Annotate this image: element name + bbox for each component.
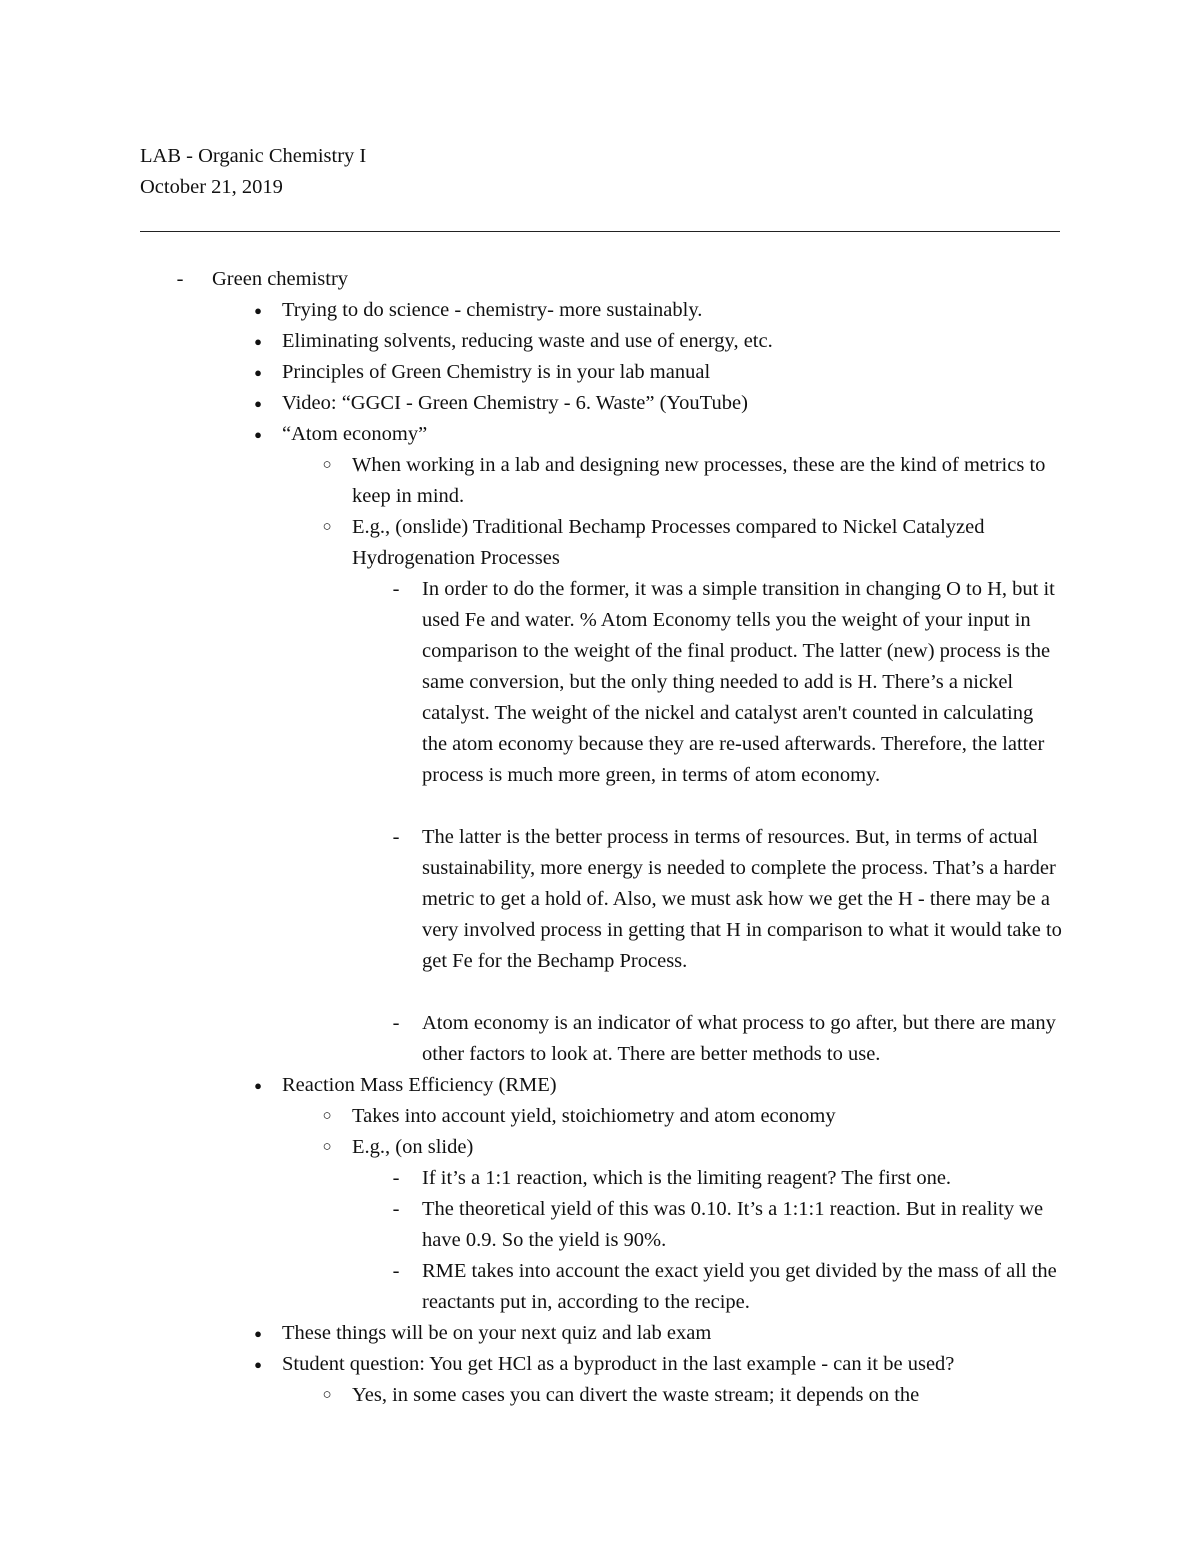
list-item-text: Takes into account yield, stoichiometry and atom economy [352, 1105, 836, 1127]
circle-bullet-icon: ○ [322, 519, 332, 535]
list-item-text: Student question: You get HCl as a byproduct in the last example - can it be used? [282, 1353, 955, 1375]
list-item [392, 574, 1062, 791]
list-item [392, 1163, 1062, 1194]
list-item-text: Reaction Mass Efficiency (RME) [282, 1074, 557, 1096]
dash-bullet-icon: - [176, 268, 184, 290]
bullet-icon: ● [254, 365, 262, 380]
dash-bullet-icon: - [392, 1198, 400, 1220]
bullet-icon: ● [254, 427, 262, 442]
dash-bullet-icon: - [392, 826, 400, 848]
list-item [254, 1070, 1062, 1101]
list-item-text: Green chemistry [212, 268, 349, 290]
list-item [322, 1101, 1062, 1132]
list-item [392, 1256, 1062, 1318]
list-item-text: The theoretical yield of this was 0.10. It’s a 1:1:1 reaction. But in reality we have 0.9. So the yield is 90%. [422, 1198, 1044, 1251]
list-item-text: RME takes into account the exact yield you get divided by the mass of all the reactants put in, according to the recipe. [422, 1260, 1057, 1313]
list-item [322, 512, 1062, 574]
list-item-text: E.g., (onslide) Traditional Bechamp Processes compared to Nickel Catalyzed Hydrogenation Processes [352, 516, 985, 569]
list-item [392, 822, 1062, 977]
document-title: LAB - Organic Chemistry I [140, 145, 367, 167]
list-item [254, 326, 1062, 357]
list-item [322, 450, 1062, 512]
dash-bullet-icon: - [392, 1167, 400, 1189]
dash-bullet-icon: - [392, 1260, 400, 1282]
bullet-icon: ● [254, 334, 262, 349]
list-item [254, 419, 1062, 450]
circle-bullet-icon: ○ [322, 1139, 332, 1155]
bullet-icon: ● [254, 1326, 262, 1341]
list-item [322, 1380, 1062, 1411]
list-item-text: These things will be on your next quiz and lab exam [282, 1322, 712, 1344]
list-item-text: “Atom economy” [282, 423, 428, 445]
bullet-icon: ● [254, 303, 262, 318]
list-item-text: If it’s a 1:1 reaction, which is the limiting reagent? The first one. [422, 1167, 952, 1189]
bullet-icon: ● [254, 1357, 262, 1372]
list-item [254, 357, 1062, 388]
list-item-text: Atom economy is an indicator of what process to go after, but there are many other factors to look at. There are better methods to use. [422, 1012, 1056, 1065]
list-item [254, 388, 1062, 419]
dash-bullet-icon: - [392, 1012, 400, 1034]
circle-bullet-icon: ○ [322, 457, 332, 473]
bullet-icon: ● [254, 1078, 262, 1093]
list-item-text: Eliminating solvents, reducing waste and use of energy, etc. [282, 330, 773, 352]
list-item [392, 1008, 1062, 1070]
dash-bullet-icon: - [392, 578, 400, 600]
document-date: October 21, 2019 [140, 176, 283, 198]
bullet-icon: ● [254, 396, 262, 411]
list-item-text: The latter is the better process in terms of resources. But, in terms of actual sustainability, more energy is needed to complete the process. That’s a harder metric to get a hold of. Also, we must ask how we get the H - there may be a very involved process in getting that H in comparison to what it would take to get Fe for the Bechamp Process. [422, 826, 1062, 972]
list-item-text: Principles of Green Chemistry is in your lab manual [282, 361, 711, 383]
list-item-text: Yes, in some cases you can divert the waste stream; it depends on the [352, 1384, 920, 1406]
list-item-text: In order to do the former, it was a simple transition in changing O to H, but it used Fe and water. % Atom Economy tells you the weight of your input in comparison to the weight of the final product. The latter (new) process is the same conversion, but the only thing needed to add is H. There’s a nickel catalyst. The weight of the nickel and catalyst aren't counted in calculating the atom economy because they are re-used afterwards. Therefore, the latter process is much more green, in terms of atom economy. [422, 578, 1055, 786]
circle-bullet-icon: ○ [322, 1387, 332, 1403]
list-item-text: E.g., (on slide) [352, 1136, 474, 1158]
list-item-text: Video: “GGCI - Green Chemistry - 6. Waste” (YouTube) [282, 392, 748, 414]
list-item-text: When working in a lab and designing new processes, these are the kind of metrics to keep in mind. [352, 454, 1046, 507]
list-item [322, 1132, 1062, 1163]
circle-bullet-icon: ○ [322, 1108, 332, 1124]
list-item [176, 264, 1062, 295]
list-item-text: Trying to do science - chemistry- more sustainably. [282, 299, 703, 321]
list-item [254, 295, 1062, 326]
list-item [254, 1349, 1062, 1380]
header-divider [140, 231, 1060, 232]
list-item [254, 1318, 1062, 1349]
list-item [392, 1194, 1062, 1256]
